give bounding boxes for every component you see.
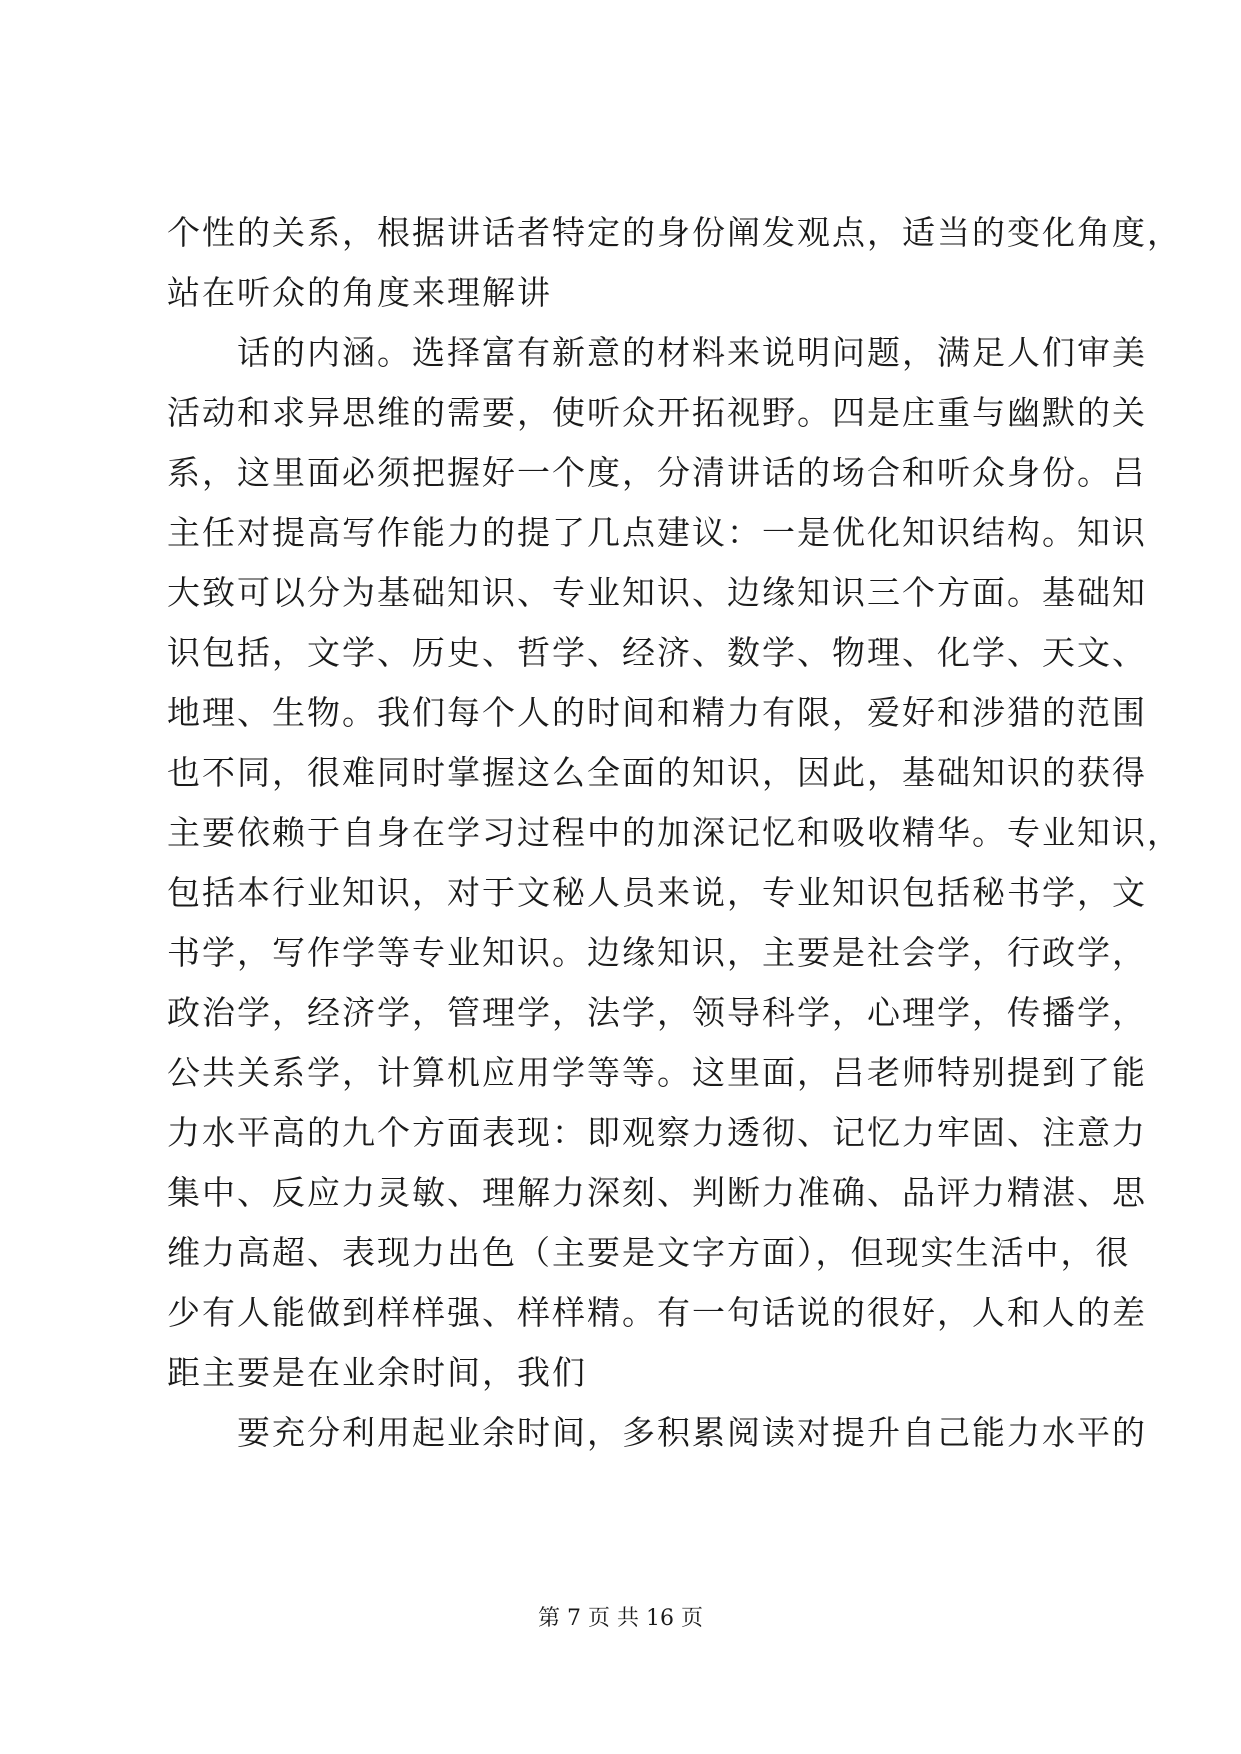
text-line: 也不同，很难同时掌握这么全面的知识，因此，基础知识的获得 — [167, 753, 1147, 792]
body-text — [167, 203, 1182, 1463]
text-line: 距主要是在业余时间，我们 — [167, 1353, 587, 1392]
page-number-footer: 第 7 页 共 16 页 — [538, 1606, 703, 1631]
text-line: 大致可以分为基础知识、专业知识、边缘知识三个方面。基础知 — [167, 573, 1147, 612]
text-line: 政治学，经济学，管理学，法学，领导科学，心理学，传播学， — [167, 993, 1147, 1032]
text-line: 公共关系学，计算机应用学等等。这里面，吕老师特别提到了能 — [167, 1053, 1147, 1092]
text-line: 要充分利用起业余时间，多积累阅读对提升自己能力水平的 — [167, 1413, 1147, 1452]
text-line: 包括本行业知识，对于文秘人员来说，专业知识包括秘书学，文 — [167, 873, 1147, 912]
text-line: 话的内涵。选择富有新意的材料来说明问题，满足人们审美 — [167, 333, 1147, 372]
text-line: 地理、生物。我们每个人的时间和精力有限，爱好和涉猎的范围 — [167, 693, 1147, 732]
text-line: 系，这里面必须把握好一个度，分清讲话的场合和听众身份。吕 — [167, 453, 1147, 492]
text-line: 主任对提高写作能力的提了几点建议：一是优化知识结构。知识 — [167, 513, 1147, 552]
text-line: 个性的关系，根据讲话者特定的身份阐发观点，适当的变化角度， — [167, 213, 1182, 252]
text-line: 主要依赖于自身在学习过程中的加深记忆和吸收精华。专业知识， — [167, 813, 1182, 852]
text-line: 维力高超、表现力出色（主要是文字方面），但现实生活中，很 — [167, 1233, 1131, 1272]
text-line: 力水平高的九个方面表现：即观察力透彻、记忆力牢固、注意力 — [167, 1113, 1147, 1152]
text-line: 集中、反应力灵敏、理解力深刻、判断力准确、品评力精湛、思 — [167, 1173, 1147, 1212]
text-line: 活动和求异思维的需要，使听众开拓视野。四是庄重与幽默的关 — [167, 393, 1147, 432]
text-line: 站在听众的角度来理解讲 — [167, 273, 552, 312]
text-line: 识包括，文学、历史、哲学、经济、数学、物理、化学、天文、 — [167, 633, 1147, 672]
text-line: 少有人能做到样样强、样样精。有一句话说的很好，人和人的差 — [167, 1293, 1147, 1332]
text-line: 书学，写作学等专业知识。边缘知识，主要是社会学，行政学， — [167, 933, 1147, 972]
